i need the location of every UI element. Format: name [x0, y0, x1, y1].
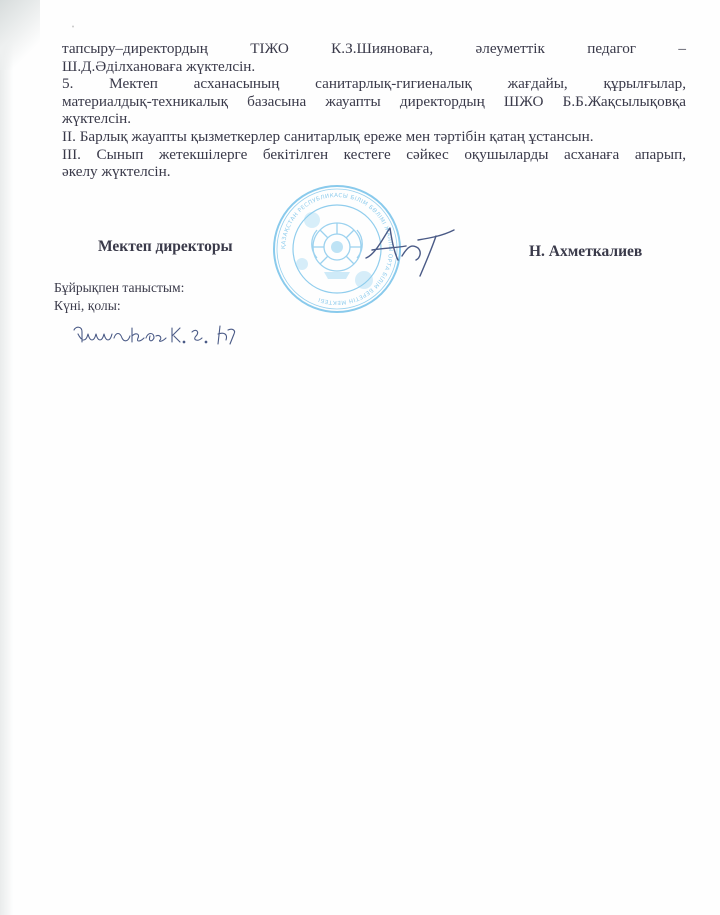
acknowledgement-title: Бұйрықпен таныстым:: [54, 280, 185, 295]
text-line: жүктелсін.: [62, 110, 132, 128]
acknowledgement-signature: [70, 322, 245, 350]
text-line: материалдық-техникалық базасына жауапты директордың ШЖО Б.Б.Жақсылықовқа: [62, 92, 686, 110]
text-line: әкелу жүктелсін.: [62, 163, 171, 181]
text-line: ІІІ. Сынып жетекшілерге бекітілген кестеге сәйкес оқушыларды асханаға апарып,: [62, 145, 686, 163]
director-name: Н. Ахметкалиев: [529, 243, 643, 260]
order-body-text: [62, 40, 686, 181]
text-line: ІІ. Барлық жауапты қызметкерлер санитарлық ереже мен тәртібін қатаң ұстансын.: [62, 127, 594, 145]
signature-row: [0, 238, 720, 262]
acknowledgement-date-sign: Күні, қолы:: [54, 298, 121, 313]
acknowledgement-block: [54, 279, 184, 315]
scan-shadow-corner: [0, 0, 40, 70]
text-line: 5. Мектеп асханасының санитарлық-гигиеналық жағдайы, құрылғылар,: [62, 75, 686, 93]
scan-shadow-edge: [0, 0, 14, 915]
director-position: Мектеп директоры: [98, 238, 233, 255]
stamp-ring-text: ҚАЗАҚСТАН РЕСПУБЛИКАСЫ БІЛІМ БӨЛІМІ ЖАЛПЫ ОРТА БІЛІМ БЕРЕТІН МЕКТЕБІ: [280, 192, 394, 306]
text-line: тапсыру–директордың ТІЖО К.З.Шияноваға, әлеуметтік педагог –: [62, 40, 686, 57]
scan-speck: [70, 24, 76, 29]
text-line: Ш.Д.Әділхановаға жүктелсін.: [62, 57, 256, 75]
